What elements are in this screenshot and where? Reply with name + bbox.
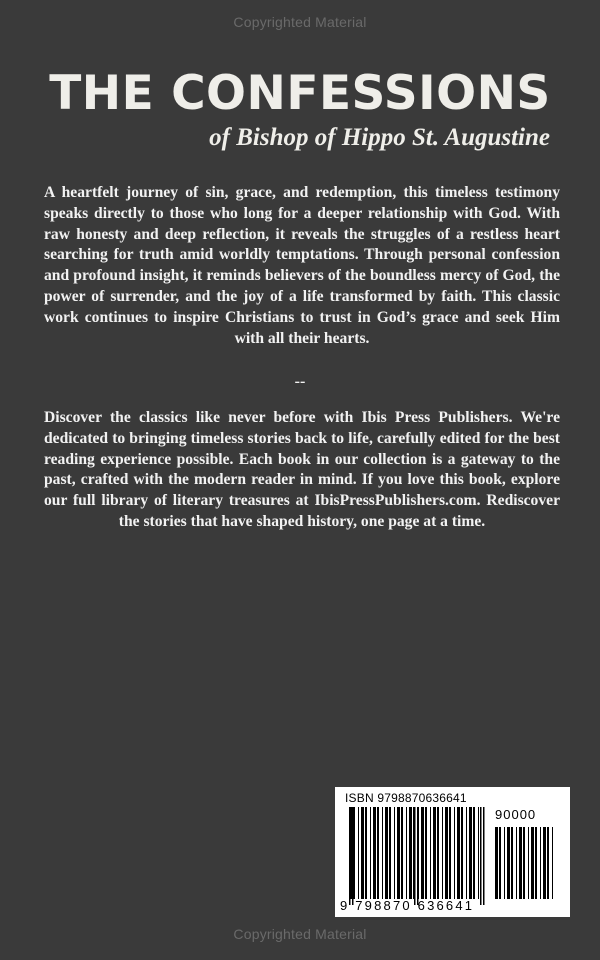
barcode-bar [457,807,460,899]
barcode-guard-bar [480,807,482,905]
section-separator: -- [294,373,306,390]
barcode-bar [361,807,364,899]
barcode-bar [469,807,472,899]
book-subtitle: of Bishop of Hippo St. Augustine [209,124,550,151]
barcode-bar [499,827,501,899]
barcode-bar [466,807,467,899]
price-code: 90000 [495,807,537,822]
barcode-bar [394,807,395,899]
barcode-bar [543,827,546,899]
barcode-bar [552,827,553,899]
barcode-guard-bar [414,807,416,905]
barcode-bar [397,807,400,899]
barcode-bar [409,807,412,899]
barcode-bar [382,807,383,899]
barcode-bar [507,827,510,899]
barcode-bar [401,807,403,899]
barcode-bar [449,807,451,899]
barcode-bar [516,827,517,899]
copyright-watermark-bottom: Copyrighted Material [233,926,367,942]
barcode-bar [511,827,513,899]
barcode-guard-bar [483,807,485,905]
barcode-guard-bar [352,807,354,905]
barcode-bar [535,827,537,899]
barcode-bar [473,807,475,899]
isbn-barcode-panel [335,787,570,917]
barcode-bar [421,807,424,899]
barcode-bar [461,807,463,899]
barcode-bar [358,807,359,899]
barcode-bar [523,827,525,899]
barcode-guard-bar [417,807,419,905]
barcode-bar [377,807,379,899]
copyright-watermark-top: Copyrighted Material [233,14,367,30]
barcode-bar [433,807,436,899]
barcode-bar [442,807,443,899]
barcode-bar [425,807,427,899]
barcode-bar [406,807,407,899]
barcode-bar [528,827,529,899]
barcode-bar [445,807,448,899]
barcode-guard-bar [349,807,351,905]
publisher-blurb: Discover the classics like never before with Ibis Press Publishers. We're dedicated to bringing timeless stories back to life, carefully edited for the best reading experience possible. Each book in our collection is a gateway to the past, crafted with the modern reader in mind. If you love this book, explore our full library of literary treasures at IbisPressPublishers.com. Rediscover the stories that have shaped history, one page at a time. [44,409,560,530]
barcode-bar [370,807,371,899]
barcode-bar [365,807,367,899]
barcode-bar [504,827,505,899]
barcode-bar [540,827,541,899]
barcode-bar [495,827,498,899]
barcode-bar [531,827,534,899]
book-title: THE CONFESSIONS [49,66,551,121]
barcode-bar [385,807,388,899]
barcode-bar [519,827,522,899]
isbn-label: ISBN 9798870636641 [345,791,467,805]
book-description: A heartfelt journey of sin, grace, and redemption, this timeless testimony speaks directly to those who long for a deeper relationship with God. With raw honesty and deep reflection, it reveals the struggles of a restless heart searching for truth amid worldly temptations. Through personal confession and profound insight, it reminds believers of the boundless mercy of God, the power of surrender, and the joy of a life transformed by faith. This classic work continues to inspire Christians to trust in God’s grace and seek Him with all their hearts. [44,184,560,347]
barcode-bar [430,807,431,899]
barcode-bar [373,807,376,899]
barcode-bar [389,807,391,899]
barcode-bar [437,807,439,899]
barcode-bar [547,827,549,899]
isbn-digits: 9 798870 636641 [340,898,475,913]
barcode-bar [454,807,455,899]
barcode-bar [478,807,479,899]
